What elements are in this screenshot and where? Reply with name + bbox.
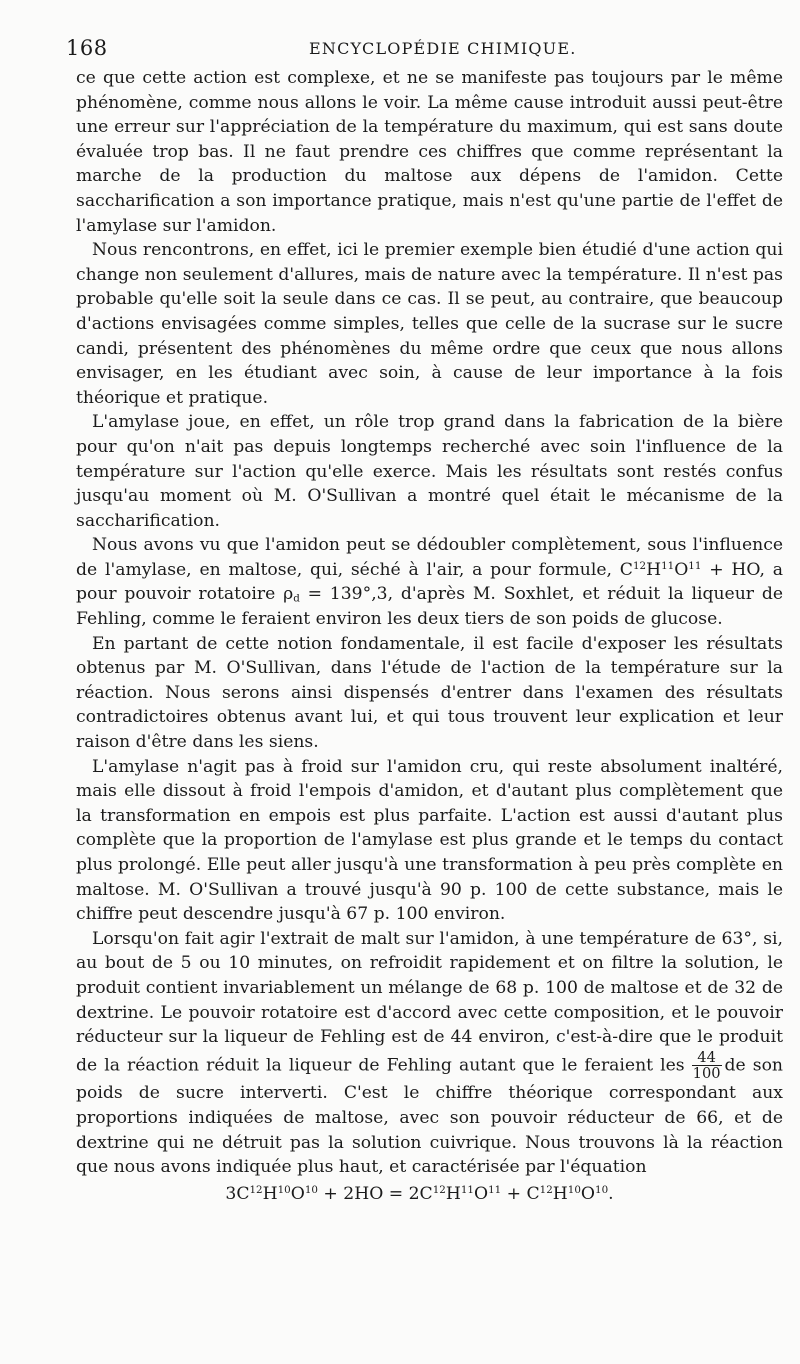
eq-superscript: 10 xyxy=(595,1183,609,1196)
page-number: 168 xyxy=(66,36,108,60)
chemical-equation xyxy=(76,1182,783,1207)
eq-term: + 2HO = 2C xyxy=(317,1183,433,1204)
formula-superscript: 11 xyxy=(661,559,675,572)
formula-symbol: H xyxy=(646,559,662,580)
formula-symbol: O xyxy=(674,559,689,580)
eq-term: H xyxy=(445,1183,461,1204)
eq-term: . xyxy=(608,1183,614,1204)
eq-term: H xyxy=(262,1183,278,1204)
formula-superscript: 12 xyxy=(632,559,647,572)
paragraph-4 xyxy=(76,533,783,631)
eq-superscript: 10 xyxy=(277,1183,291,1196)
page-header xyxy=(66,36,786,66)
paragraph-3: L'amylase joue, en effet, un rôle trop grand dans la fabrication de la bière pour qu'on n'ait pas depuis longtemps recherché avec soin l'influence de la température sur l'action qu'elle exerce. Mais les résultats sont restés confus jusqu'au moment où M. O'Sullivan a montré quel était le mécanisme de la saccharification. xyxy=(76,412,783,531)
eq-superscript: 10 xyxy=(304,1183,318,1196)
fraction xyxy=(692,1050,722,1082)
paragraph-6: L'amylase n'agit pas à froid sur l'amidon cru, qui reste absolument inaltéré, mais elle dissout à froid l'empois d'amidon, et d'autant plus complètement que la transformation en empois est plus parfaite. L'action est aussi d'autant plus complète que la proportion de l'amylase est plus grande et le temps du contact plus prolongé. Elle peut aller jusqu'à une transformation à peu près complète en maltose. M. O'Sullivan a trouvé jusqu'à 90 p. 100 de cette substance, mais le chiffre peut descendre jusqu'à 67 p. 100 environ. xyxy=(76,756,783,925)
eq-term: O xyxy=(580,1183,596,1204)
eq-term: + C xyxy=(501,1183,540,1204)
eq-superscript: 10 xyxy=(567,1183,581,1196)
paragraph-4-text-d: + HO, a pour pouvoir rotatoire ρ xyxy=(76,559,783,605)
eq-term: O xyxy=(290,1183,305,1204)
paragraph-7-text-b: de son poids de sucre interverti. C'est le chiffre théorique correspondant aux proportions indiquées de maltose, avec son pouvoir réducteur de 66, et de dextrine qui ne détruit pas la solution cuivrique. Nous trouvons là la réaction que nous avons indiquée plus haut, et caractérisée par l'équation xyxy=(76,1055,784,1178)
body-text xyxy=(76,66,783,1206)
paragraph-7 xyxy=(76,927,783,1180)
eq-superscript: 11 xyxy=(488,1183,502,1196)
eq-term: H xyxy=(552,1183,568,1204)
eq-superscript: 12 xyxy=(249,1183,263,1196)
eq-term: 3C xyxy=(225,1183,250,1204)
rotatory-subscript: d xyxy=(293,593,300,606)
paragraph-1: ce que cette action est complexe, et ne se manifeste pas toujours par le même phénomène, comme nous allons le voir. La même cause introduit aussi peut-être une erreur sur l'appréciation de la température du maximum, qui est sans doute évaluée trop bas. Il ne faut prendre ces chiffres que comme représentant la marche de la production du maltose aux dépens de l'amidon. Cette saccharification a son importance pratique, mais n'est qu'une partie de l'effet de l'amylase sur l'amidon. xyxy=(76,68,783,236)
fraction-denominator: 100 xyxy=(692,1065,721,1083)
eq-superscript: 12 xyxy=(432,1183,446,1196)
paragraph-7-text-a: Lorsqu'on fait agir l'extrait de malt sur l'amidon, à une température de 63°, si, au bout de 5 ou 10 minutes, on refroidit rapidement et on filtre la solution, le produit contient invariablement un mélange de 68 p. 100 de maltose et de 32 de dextrine. Le pouvoir rotatoire est d'accord avec cette composition, et le pouvoir réducteur sur la liqueur de Fehling est de 44 environ, c'est-à-dire que le produit de la réaction réduit la liqueur de Fehling autant que le feraient les xyxy=(76,928,783,1076)
eq-superscript: 12 xyxy=(539,1183,553,1196)
paragraph-2: Nous rencontrons, en effet, ici le premier exemple bien étudié d'une action qui change non seulement d'allures, mais de nature avec la température. Il n'est pas probable qu'elle soit la seule dans ce cas. Il se peut, au contraire, que beaucoup d'actions envisagées comme simples, telles que celle de la sucrase sur le sucre candi, présentent des phénomènes du même ordre que ceux que nous allons envisager, en les étudiant avec soin, à cause de leur importance à la fois théorique et pratique. xyxy=(76,240,783,408)
formula-superscript: 11 xyxy=(688,559,702,572)
paragraph-5: En partant de cette notion fondamentale, il est facile d'exposer les résultats obtenus par M. O'Sullivan, dans l'étude de l'action de la température sur la réaction. Nous serons ainsi dispensés d'entrer dans l'examen des résultats contradictoires obtenus avant lui, et qui tous trouvent leur explication et leur raison d'être dans les siens. xyxy=(76,633,783,753)
eq-term: O xyxy=(473,1183,489,1204)
paragraph-4-text-a: Nous avons vu que l'amidon peut se dédoubler complètement, sous l'influence de l'amylase, en maltose, qui, séché à l'air, a pour formule, C xyxy=(76,535,783,580)
paragraph-4-text-e: = 139°,3, d'après M. Soxhlet, et réduit la liqueur de Fehling, comme le feraient environ les deux tiers de son poids de glucose. xyxy=(76,584,783,630)
running-title: ENCYCLOPÉDIE CHIMIQUE. xyxy=(309,39,577,58)
eq-superscript: 11 xyxy=(460,1183,474,1196)
fraction-numerator: 44 xyxy=(692,1050,722,1066)
